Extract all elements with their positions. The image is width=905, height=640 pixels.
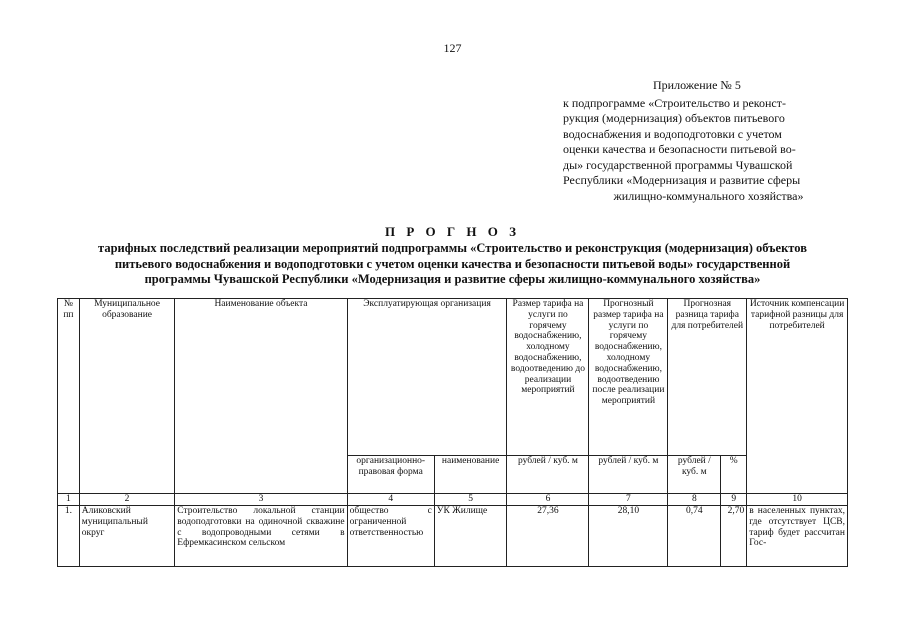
cell-diff-pct: 2,70 xyxy=(721,506,747,567)
subheader-org-form: организационно-правовая форма xyxy=(347,456,434,494)
subheader-unit-before: рублей / куб. м xyxy=(507,456,589,494)
appendix-block xyxy=(563,78,844,204)
document-subtitle-line: тарифных последствий реализации мероприятий подпрограммы «Строительство и реконструкция (модернизация) объектов xyxy=(98,241,807,255)
appendix-line: рукция (модернизация) объектов питьевого xyxy=(563,111,785,125)
appendix-line: к подпрограмме «Строительство и реконст- xyxy=(563,95,786,110)
appendix-line: оценки качества и безопасности питьевой во- xyxy=(563,142,796,156)
cell-org-form: общество с ограниченной ответственностью xyxy=(347,506,434,567)
header-municipality: Муниципальное образование xyxy=(79,299,175,494)
column-number: 10 xyxy=(747,494,848,506)
column-number: 6 xyxy=(507,494,589,506)
header-forecast-diff: Прогнозная разница тарифа для потребителей xyxy=(668,299,747,456)
document-title: П Р О Г Н О З xyxy=(384,224,521,239)
column-number: 7 xyxy=(589,494,668,506)
appendix-line: жилищно-коммунального хозяйства» xyxy=(613,188,804,203)
appendix-line: Республики «Модернизация и развитие сферы xyxy=(563,173,801,187)
table-row xyxy=(58,506,848,567)
document-subtitle-line: питьевого водоснабжения и водоподготовки с учетом оценки качества и безопасности питьевой воды» государственной xyxy=(114,256,791,271)
header-tariff-size: Размер тарифа на услуги по горячему водоснабжению, холодному водоснабжению, водоотведению до реализации мероприятий xyxy=(507,299,589,456)
cell-municipality: Аликовский муниципальный округ xyxy=(79,506,175,567)
cell-num: 1. xyxy=(58,506,80,567)
appendix-title: Приложение № 5 xyxy=(653,78,741,92)
column-number: 1 xyxy=(58,494,80,506)
forecast-table xyxy=(57,298,848,567)
cell-tariff-after: 28,10 xyxy=(589,506,668,567)
cell-object: Строительство локальной станции водоподготовки на одиночной скважине с водопроводными сетями в Ефремкасинском сельском xyxy=(175,506,347,567)
document-heading xyxy=(40,224,865,288)
subheader-unit-diff: рублей / куб. м xyxy=(668,456,721,494)
header-object: Наименование объекта xyxy=(175,299,347,494)
column-number-row xyxy=(58,494,848,506)
column-number: 2 xyxy=(79,494,175,506)
header-operator: Эксплуатирующая организация xyxy=(347,299,507,456)
column-number: 5 xyxy=(434,494,507,506)
cell-org-name: УК Жилище xyxy=(434,506,507,567)
column-number: 3 xyxy=(175,494,347,506)
cell-diff-rub: 0,74 xyxy=(668,506,721,567)
header-num: № пп xyxy=(58,299,80,494)
cell-source: в населенных пунктах, где отсутствует ЦСВ, тариф будет рассчитан Гос- xyxy=(747,506,848,567)
cell-tariff-before: 27,36 xyxy=(507,506,589,567)
appendix-line: ды» государственной программы Чувашской xyxy=(563,157,793,172)
subheader-percent: % xyxy=(721,456,747,494)
header-forecast-tariff: Прогнозный размер тарифа на услуги по горячему водоснабжению, холодному водоснабжению, водоотведению после реализации мероприятий xyxy=(589,299,668,456)
subheader-unit-after: рублей / куб. м xyxy=(589,456,668,494)
page-number: 127 xyxy=(443,41,462,55)
column-number: 4 xyxy=(347,494,434,506)
page-cut-edge xyxy=(57,569,848,577)
document-subtitle-line: программы Чувашской Республики «Модернизация и развитие сферы жилищно-коммунального хозяйства» xyxy=(144,272,761,286)
appendix-line: водоснабжения и водоподготовки с учетом xyxy=(563,126,782,141)
subheader-org-name: наименование xyxy=(434,456,507,494)
column-number: 9 xyxy=(721,494,747,506)
column-number: 8 xyxy=(668,494,721,506)
header-source: Источник компенсации тарифной разницы для потребителей xyxy=(747,299,848,494)
